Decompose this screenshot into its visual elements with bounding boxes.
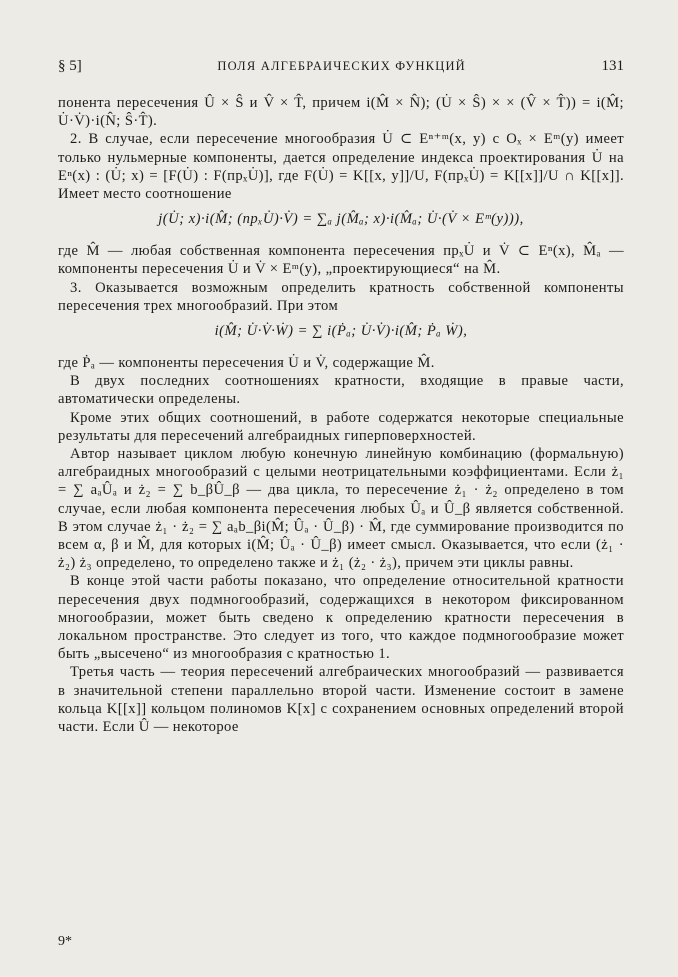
paragraph: Автор называет циклом любую конечную линейную комбинацию (формальную) алгебраидных многообразий с целыми неотрицательными коэффициентами. Если ż₁ = ∑ aₐÛₐ и ż₂ = ∑ b_βÛ_β — два цикла, то пересечение ż₁ · ż₂ определено в том случае, если любая компонента пересечения любых Ûₐ и Û_β является собственной. В этом случае ż₁ · ż₂ = ∑ aₐb_βi(M̂; Ûₐ · Û_β) · M̂, где суммирование производится по всем α, β и M̂, для которых i(M̂; Ûₐ · Û_β) имеет смысл. Оказывается, что если (ż₁ · ż₂) ż₃ определено, то определено также и ż₁ (ż₂ · ż₃), причем эти циклы равны. (58, 446, 624, 572)
paragraph: В конце этой части работы показано, что определение относительной кратности пересечения двух подмногообразий, содержащихся в некотором фиксированном многообразии, может быть сведено к определению кратности пересечения в локальном пространстве. Это следует из того, что каждое подмногообразие может быть „высечено“ из многообразия с кратностью 1. (58, 573, 624, 663)
running-title: ПОЛЯ АЛГЕБРАИЧЕСКИХ ФУНКЦИЙ (217, 59, 466, 73)
paragraph: понента пересечения Û × Ŝ и V̂ × T̂, причем i(M̂ × N̂); (U̇ × Ŝ) × × (V̂ × T̂)) = i(M̂; U̇·V̇)·i(N̂; Ŝ·T̂). (58, 95, 624, 130)
paragraph: где M̂ — любая собственная компонента пересечения прₓU̇ и V̇ ⊂ Eⁿ(x), M̂ₐ — компоненты пересечения U̇ и V̇ × Eᵐ(y), „проектирующиеся“ на M̂. (58, 243, 624, 278)
paragraph: где Ṗₐ — компоненты пересечения U̇ и V̇, содержащие M̂. (58, 355, 435, 372)
signature-mark: 9* (58, 934, 72, 949)
paragraph: Кроме этих общих соотношений, в работе содержатся некоторые специальные результаты для пересечений алгебраидных гиперповерхностей. (58, 409, 624, 444)
main-text (58, 94, 624, 736)
page-number: 131 (601, 58, 624, 74)
paragraph: 3. Оказывается возможным определить кратность собственной компоненты пересечения трех многообразий. При этом (58, 279, 624, 314)
section-number: § 5] (58, 58, 82, 74)
paragraph: В двух последних соотношениях кратности, входящие в правые части, автоматически определены. (58, 373, 624, 408)
paragraph: Третья часть — теория пересечений алгебраических многообразий — развивается в значительной степени параллельно второй части. Изменение состоит в замене кольца K[[x]] кольцом полиномов K[x] с сохранением основных определений второй части. Если Û — некоторое (58, 664, 624, 736)
running-header (58, 58, 624, 75)
formula-projection-index: j(U̇; x)·i(M̂; (прₓU̇)·V̇) = ∑ₐ j(M̂ₐ; x)·i(M̂ₐ; U̇·(V̇ × Eᵐ(y))), (158, 211, 524, 228)
paragraph: 2. В случае, если пересечение многообразия U̇ ⊂ Eⁿ⁺ᵐ(x, y) с Oₓ × Eᵐ(y) имеет только нульмерные компоненты, дается определение индекса проектирования U̇ на Eⁿ(x) : (U̇; x) = [F(U̇) : F(прₓU̇)], где F(U̇) = K[[x, y]]/U, F(прₓU̇) = K[[x]]/U ∩ K[[x]]. Имеет место соотношение (58, 131, 624, 203)
formula-triple-intersection: i(M̂; U̇·V̇·Ẇ) = ∑ i(Ṗₐ; U̇·V̇)·i(M̂; Ṗₐ Ẇ), (214, 323, 468, 340)
